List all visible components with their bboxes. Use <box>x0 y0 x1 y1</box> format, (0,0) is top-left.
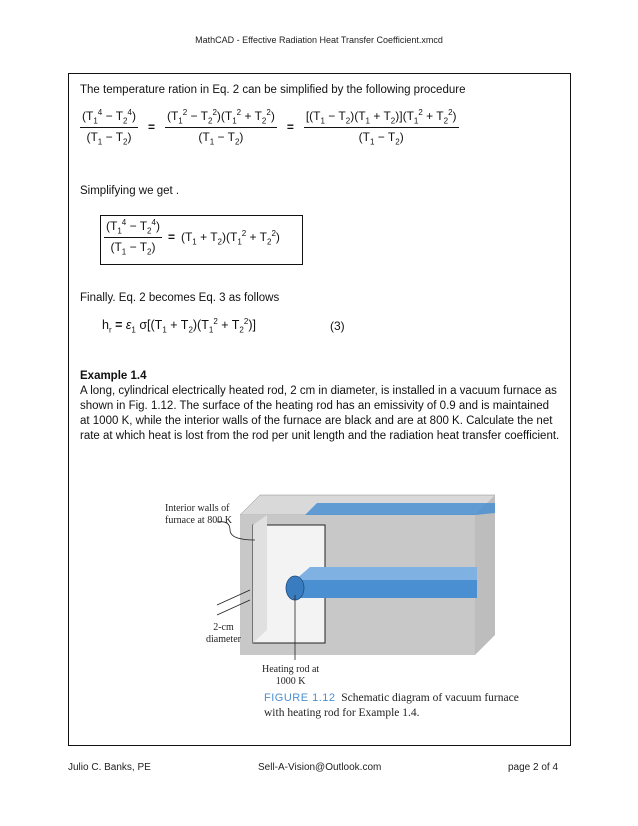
footer-email: Sell-A-Vision@Outlook.com <box>258 762 382 773</box>
caption-label: FIGURE 1.12 <box>264 692 336 704</box>
example-text: A long, cylindrical electrically heated rod, 2 cm in diameter, is installed in a vacuum furnace as shown in Fig. 1.12. The surface of the heating rod has an emissivity of 0.9 and is maintained at 1000 K, while the interior walls of the furnace are black and are at 800 K. Calculate the net rate at which heat is lost from the rod per unit length and the radiation heat transfer coefficient. <box>80 385 560 442</box>
expansion-equation: $\frac{(T_1^4 - T_2^4)}{(T_1 - T_2)}$ = $\frac{(T_1^2 - T_2^2)(T_1^2 + T_2^2)}{(T_1 - T_2)}$ = $\frac{[(T_1 - T_2)(T_1 + T_2)](T_1^2 + T_2^2)}{(T_1 - T_2)}$ <box>82 108 457 147</box>
lhs-fraction: $\frac{(T_1^4 - T_2^4)}{(T_1 - T_2)}$ <box>82 108 136 147</box>
footer-author: Julio C. Banks, PE <box>68 762 151 773</box>
caption-line-2: with heating rod for Example 1.4. <box>264 707 420 719</box>
caption-line-1: Schematic diagram of vacuum furnace <box>341 692 519 704</box>
example-block <box>80 369 560 444</box>
simplify-text: Simplifying we get . <box>80 185 180 197</box>
simplified-equation: $\frac{(T_1^4 - T_2^4)}{(T_1 - T_2)}$ = $(T_1 + T_2)(T_1^2 + T_2^2)$ <box>106 218 280 257</box>
figure-caption <box>264 691 519 721</box>
example-title: Example 1.4 <box>80 370 147 382</box>
rhs-fraction: $\frac{[(T_1 - T_2)(T_1 + T_2)](T_1^2 + T_2^2)}{(T_1 - T_2)}$ <box>305 108 457 147</box>
intro-text: The temperature ration in Eq. 2 can be simplified by the following procedure <box>80 84 466 96</box>
label-diameter: 2-cm diameter <box>206 622 241 645</box>
label-heating-rod: Heating rod at 1000 K <box>262 664 320 687</box>
finally-text: Finally. Eq. 2 becomes Eq. 3 as follows <box>80 292 280 304</box>
footer-page: page 2 of 4 <box>508 762 559 773</box>
equation-number: (3) <box>330 319 345 333</box>
middle-fraction: $\frac{(T_1^2 - T_2^2)(T_1^2 + T_2^2)}{(T_1 - T_2)}$ <box>166 108 275 147</box>
document-header: MathCAD - Effective Radiation Heat Transfer Coefficient.xmcd <box>195 35 443 45</box>
label-walls: Interior walls of furnace at 800 K <box>165 503 232 526</box>
equation-3: $h_r = \varepsilon_1$ $\sigma[(T_1 + T_2)(T_1^2 + T_2^2)]$ <box>102 317 256 335</box>
